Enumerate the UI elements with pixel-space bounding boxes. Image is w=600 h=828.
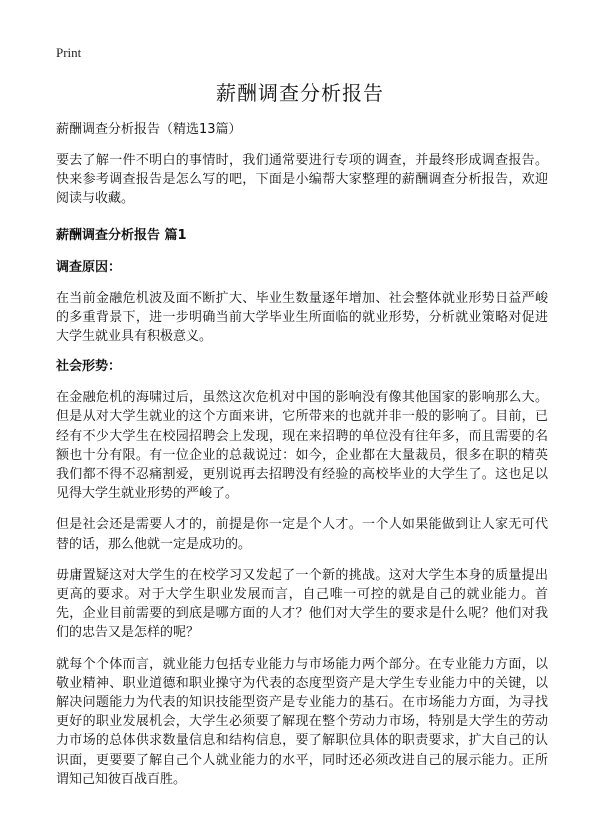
intro-paragraph: 要去了解一件不明白的事情时，我们通常要进行专项的调查，并最终形成调查报告。快来参考调查报告是怎么写的吧，下面是小编帮大家整理的薪酬调查分析报告，欢迎阅读与收藏。 [56,153,548,207]
reason-paragraph: 在当前金融危机波及面不断扩大、毕业生数量逐年增加、社会整体就业形势日益严峻的多重背景下，进一步明确当前大学毕业生所面临的就业形势，分析就业策略对促进大学生就业具有积极意义。 [56,290,548,345]
document-subtitle: 薪酬调查分析报告（精选13篇） [56,122,242,137]
section-heading: 薪酬调查分析报告 篇1 [56,227,187,243]
body-paragraph: 但是社会还是需要人才的，前提是你一定是个人才。一个人如果能做到让人家无可代替的话，那么他就一定是成功的。 [56,517,548,552]
reason-heading: 调查原因： [56,259,122,275]
body-paragraph: 毋庸置疑这对大学生的在校学习又发起了一个新的挑战。这对大学生本身的质量提出更高的要求。对于大学生职业发展而言，自己唯一可控的就是自己的就业能力。首先，企业目前需要的到底是哪方面的人才？他们对大学生的要求是什么呢？他们对我们的忠告又是怎样的呢？ [56,567,548,641]
page-title: 薪酬调查分析报告 [216,81,384,105]
print-link[interactable]: Print [56,45,82,60]
situation-heading: 社会形势： [56,359,122,375]
body-paragraph: 在金融危机的海啸过后，虽然这次危机对中国的影响没有像其他国家的影响那么大。但是从对大学生就业的这个方面来讲，它所带来的也就并非一般的影响了。目前，已经有不少大学生在校园招聘会上发现，现在来招聘的单位没有往年多，而且需要的名额也十分有限。有一位企业的总裁说过：如今，企业都在大量裁员，很多在职的精英我们都不得不忍痛割爱，更别说再去招聘没有经验的高校毕业的大学生了。这也足以见得大学生就业形势的严峻了。 [56,390,548,502]
document-body [56,121,548,801]
body-paragraph: 就每个个体而言，就业能力包括专业能力与市场能力两个部分。在专业能力方面，以敬业精神、职业道德和职业操守为代表的态度型资产是大学生专业能力中的关键，以解决问题能力为代表的知识技能型资产是专业能力的基石。在市场能力方面，为寻找更好的职业发展机会，大学生必须要了解现在整个劳动力市场，特别是大学生的劳动力市场的总体供求数量信息和结构信息，要了解职位具体的职责要求，扩大自己的认识面，更要要了解自己个人就业能力的水平，同时还必须改进自己的展示能力。正所谓知己知彼百战百胜。 [56,656,548,787]
